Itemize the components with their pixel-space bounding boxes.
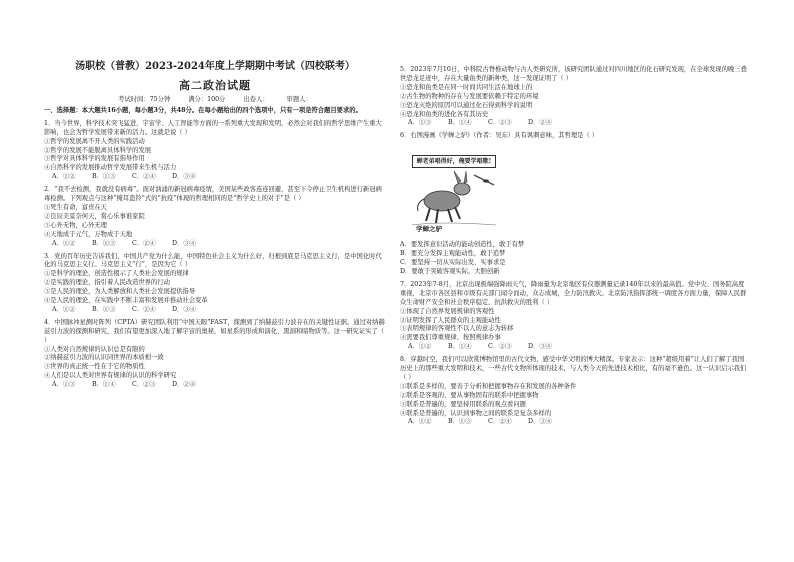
question-option: ③联系是普遍的，要坚持用联系的观点看问题 xyxy=(400,400,526,408)
question-7 xyxy=(400,281,750,352)
question-option: ③哲学对具体科学的发展有指导作用 xyxy=(44,155,145,163)
question-3 xyxy=(44,253,386,315)
question-option: ①恐龙和鱼类是在同一时间共同生活在地球上的 xyxy=(400,83,533,91)
question-option: ③心外无物，心外无理 xyxy=(44,221,107,229)
question-option: ④是人民的理论，在实践中不断丰富和发展并推动社会变革 xyxy=(44,297,208,305)
question-option: ②证明发挥了人民群众的主观能动性 xyxy=(400,316,501,324)
answer-choice-b: B．①④ xyxy=(448,119,472,127)
answer-choice-c: C．②④ xyxy=(132,173,156,181)
question-option: ④需要我们尊重规律、按照规律办事 xyxy=(400,334,501,342)
question-stem: 7．2023年7-8月，北京出现极端强降雨天气，降雨量为北京地区有仪器测量记录140年以来的最高值。党中央、国务院高度重视，北京市各区县和市级有关部门闻令而动，众志成城，全力防汛救灾。北京防汛指挥部统一调度各方面力量，保障人民群众生命财产安全和社会秩序稳定，抗洪救灾的胜利（ ） xyxy=(400,280,747,306)
question-option: ②联系是客观的，要从事物固有的联系中把握事物 xyxy=(400,391,539,399)
question-1 xyxy=(44,120,386,182)
answer-choice-d: D．②④ xyxy=(528,119,552,127)
question-option: ④联系是普遍的，认识到事物之间的联系是复杂多样的 xyxy=(400,409,552,417)
answer-choice-d: D．③④ xyxy=(172,173,196,181)
left-column xyxy=(44,60,386,390)
question-option: D．要敢于突破客观实际，大胆创新 xyxy=(400,267,500,275)
exam-reviewer: 审题人： xyxy=(286,96,312,103)
section-heading: 一、选择题：本大题共16小题，每小题3分，共48分。在每小题给出的四个选项中，只有一项是符合题目要求的。 xyxy=(44,106,362,114)
answer-choice-a: A．①② xyxy=(408,418,432,426)
answer-choice-c: C．②③ xyxy=(132,381,156,389)
exam-title: 汤职校（普教）2023-2024年度上学期期中考试（四校联考） xyxy=(75,61,355,72)
question-option: ②是实践的理论，指引着人民改造世界的行动 xyxy=(44,279,170,287)
question-option: ③恐龙灭绝的原因可以通过化石得到科学的说明 xyxy=(400,101,533,109)
question-6 xyxy=(400,132,750,277)
exam-setter: 出卷人： xyxy=(243,96,269,103)
question-option: ①死生有命，富贵在天 xyxy=(44,203,107,211)
question-option: ②纳赫兹引力波的认识同世界的本质相一致 xyxy=(44,354,164,362)
question-option: C．要坚持一切从实际出发，实事求是 xyxy=(400,259,506,267)
question-stem: 6．右图漫画《学蝉之驴》（作者：吴东）具有讽刺意味，其哲理是（ ） xyxy=(400,132,599,140)
answer-choice-c: C．②③ xyxy=(488,343,512,351)
exam-meta xyxy=(44,96,386,105)
question-option: ①联系是多样的，要善于分析和把握事物存在和发展的各种条件 xyxy=(400,382,577,390)
question-option: ④天地成于元气，万物成于天地 xyxy=(44,230,133,238)
answer-choices xyxy=(408,418,750,427)
question-option: ②古生物的物种的存在与发展要依赖于特定的环境 xyxy=(400,92,539,100)
answer-choices xyxy=(52,240,386,249)
question-option: ②哲学的发展不能脱离具体科学的发展 xyxy=(44,146,152,154)
question-option: ③世界的真正统一性在于它的物质性 xyxy=(44,363,145,371)
question-stem: 3．党的百年历史告诉我们，中国共产党为什么能，中国特色社会主义为什么好，归根到底是马克思主义行，是中国化时代化的马克思主义行。马克思主义“行”，是因为它（ ） xyxy=(44,252,382,269)
exam-subject-title: 高二政治试题 xyxy=(179,79,251,92)
question-2 xyxy=(44,186,386,248)
answer-choice-d: D．③④ xyxy=(172,239,196,247)
question-option: ①体现了自然界发展规律的客观性 xyxy=(400,307,495,315)
answer-choice-c: C．②④ xyxy=(488,418,512,426)
exam-time: 考试时间：75分钟 xyxy=(118,96,171,103)
question-option: ③表明规律的客观性不以人的意志为转移 xyxy=(400,325,514,333)
question-option: ①是科学的理论，创造性揭示了人类社会发展的规律 xyxy=(44,270,189,278)
answer-choice-a: A．①② xyxy=(52,239,76,247)
question-option: ④人们是以人类对世界有规律的认识的科学研究 xyxy=(44,372,177,380)
right-column xyxy=(400,66,750,427)
answer-choice-b: B．①④ xyxy=(448,343,472,351)
question-option: ①哲学的发展离不开人类的实践活动 xyxy=(44,137,145,145)
question-option: ④自然科学的发展推动哲学发展带来生机与活力 xyxy=(44,164,177,172)
answer-choice-d: D．③④ xyxy=(528,418,552,426)
answer-choice-b: B．①③ xyxy=(92,173,116,181)
question-option: ④恐龙和鱼类的进化各有其历史 xyxy=(400,110,489,118)
cartoon-caption: 学蝉之驴 xyxy=(416,225,442,234)
question-option: ①人类对自然规律的认识总是有限的 xyxy=(44,345,145,353)
answer-choice-c: C．②④ xyxy=(132,239,156,247)
answer-choices xyxy=(52,306,386,315)
answer-choices xyxy=(408,119,750,128)
exam-score: 满分：100分 xyxy=(188,96,226,103)
answer-choices xyxy=(52,381,386,390)
cartoon-illustration xyxy=(412,145,496,237)
question-8 xyxy=(400,356,750,427)
question-stem: 4．中国脉冲星测时阵列（CPTA）研究团队利用“中国天眼”FAST，探测到了纳赫兹引力波存在的关键性证据。通过对纳赫兹引力波的探测和研究，我们有望更加深入地了解宇宙的奥秘，如星系的形成和演化、黑洞和暗物质等。这一研究证实了（ ） xyxy=(44,318,385,344)
answer-choice-b: B．①③ xyxy=(92,239,116,247)
answer-choice-d: D．③④ xyxy=(172,305,196,313)
answer-choice-a: A．①② xyxy=(52,173,76,181)
answer-choice-a: A．①③ xyxy=(52,381,76,389)
question-stem: 8．穿越时空，我们可以欣赏博物馆里的古代文物，感受中华文明的博大精深。专家表示：这种“超级用着”让人们了解了我国历史上的那些重大发明和技术，一些古代文物所体现的技术，与人类今天的先进技术相比，有的毫不逊色。这一认识启示我们（ ） xyxy=(400,356,747,381)
answer-choice-a: A．①② xyxy=(408,343,432,351)
speech-bubble: 蝉老弟唱得好，俺要学唱歌! xyxy=(412,155,496,168)
question-stem: 2．“我不去检测，我就没有病毒”。面对汹涌的新冠病毒疫情，美国某些政客连连回避，甚至下令停止卫生机构进行新冠病毒检测。下列观点与这种“掩耳盗铃”式的“抗疫”体现的哲理相同的是“哲学史上的对手”是（ ） xyxy=(44,186,382,203)
answer-choice-c: C．②③ xyxy=(488,119,512,127)
answer-choice-d: D．②④ xyxy=(172,381,196,389)
answer-choice-c: C．②④ xyxy=(132,305,156,313)
answer-choice-b: B．①③ xyxy=(448,418,472,426)
answer-choice-a: A．①② xyxy=(52,305,76,313)
answer-choice-b: B．①③ xyxy=(92,305,116,313)
question-option: A．要发挥意识活动的能动创造性，敢于有梦 xyxy=(400,241,525,249)
answer-choice-a: A．①③ xyxy=(408,119,432,127)
question-option: B．要充分发挥主观能动性，敢于追梦 xyxy=(400,250,506,258)
answer-choices xyxy=(52,173,386,182)
question-option: ③是人民的理论，为人类解放和人类社会发展提供指导 xyxy=(44,288,196,296)
question-5 xyxy=(400,66,750,128)
answer-choice-d: D．③④ xyxy=(528,343,552,351)
answer-choice-b: B．①④ xyxy=(92,381,116,389)
question-option: ②良辰美景奈何天，赏心乐事谁家院 xyxy=(44,212,145,220)
question-stem: 1．当今世界，科学技术突飞猛进，宇宙学、人工智能等方面的一系列重大发现和发明，必然会对我们的哲学思维产生重大影响，也会为哲学发展带来新的活力。这就是说（ ） xyxy=(44,119,382,136)
answer-choices xyxy=(408,343,750,352)
question-stem: 5．2023年7月10日，中科院古脊椎动物与古人类研究所，该研究团队通过对四川地区的化石研究发现，在全球发现的晚三叠世恐龙足迹中，存在大量鱼类的新种类，这一发现证明了（ ） xyxy=(400,66,747,82)
question-4 xyxy=(44,319,386,390)
